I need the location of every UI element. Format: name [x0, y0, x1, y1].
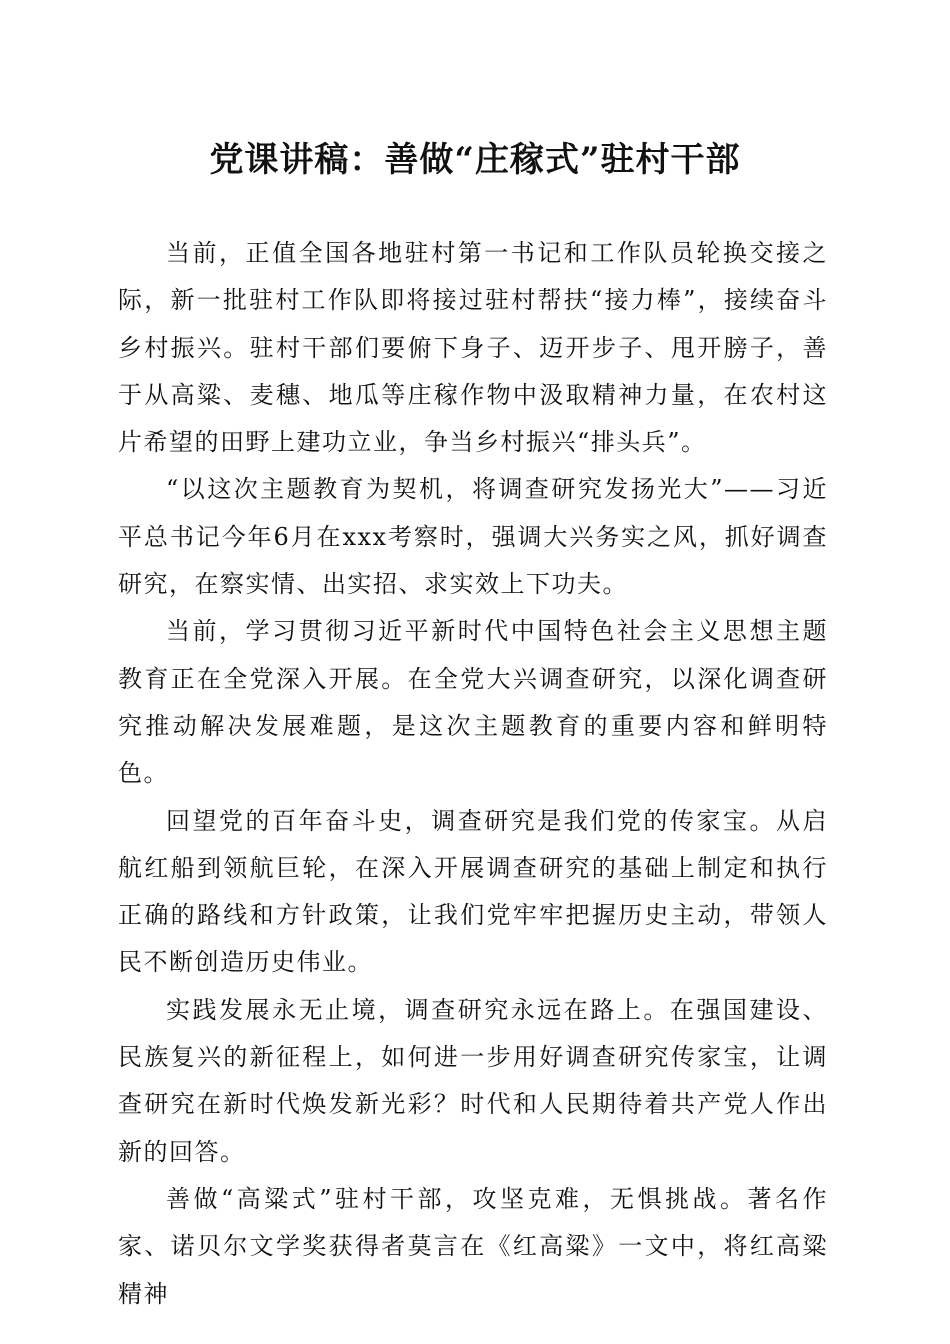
paragraph: “以这次主题教育为契机，将调查研究发扬光大”——习近平总书记今年6月在xxx考察时，强调大兴务实之风，抓好调查研究，在察实情、出实招、求实效上下功夫。 [118, 475, 828, 599]
paragraph: 当前，正值全国各地驻村第一书记和工作队员轮换交接之际，新一批驻村工作队即将接过驻村帮扶“接力棒”，接续奋斗乡村振兴。驻村干部们要俯下身子、迈开步子、甩开膀子，善于从高粱、麦穗、地瓜等庄稼作物中汲取精神力量，在农村这片希望的田野上建功立业，争当乡村振兴“排头兵”。 [118, 239, 828, 457]
document-body [118, 230, 828, 1318]
paragraph: 善做“高粱式”驻村干部，攻坚克难，无惧挑战。著名作家、诺贝尔文学奖获得者莫言在《红高粱》一文中，将红高粱精神 [118, 1184, 828, 1308]
paragraph: 实践发展永无止境，调查研究永远在路上。在强国建设、民族复兴的新征程上，如何进一步用好调查研究传家宝，让调查研究在新时代焕发新光彩？时代和人民期待着共产党人作出新的回答。 [118, 995, 828, 1166]
paragraph: 当前，学习贯彻习近平新时代中国特色社会主义思想主题教育正在全党深入开展。在全党大兴调查研究，以深化调查研究推动解决发展难题，是这次主题教育的重要内容和鲜明特色。 [118, 617, 828, 788]
paragraph: 回望党的百年奋斗史，调查研究是我们党的传家宝。从启航红船到领航巨轮，在深入开展调查研究的基础上制定和执行正确的路线和方针政策，让我们党牢牢把握历史主动，带领人民不断创造历史伟业。 [118, 806, 828, 977]
document-title: 党课讲稿：善做“庄稼式”驻村干部 [209, 140, 741, 180]
